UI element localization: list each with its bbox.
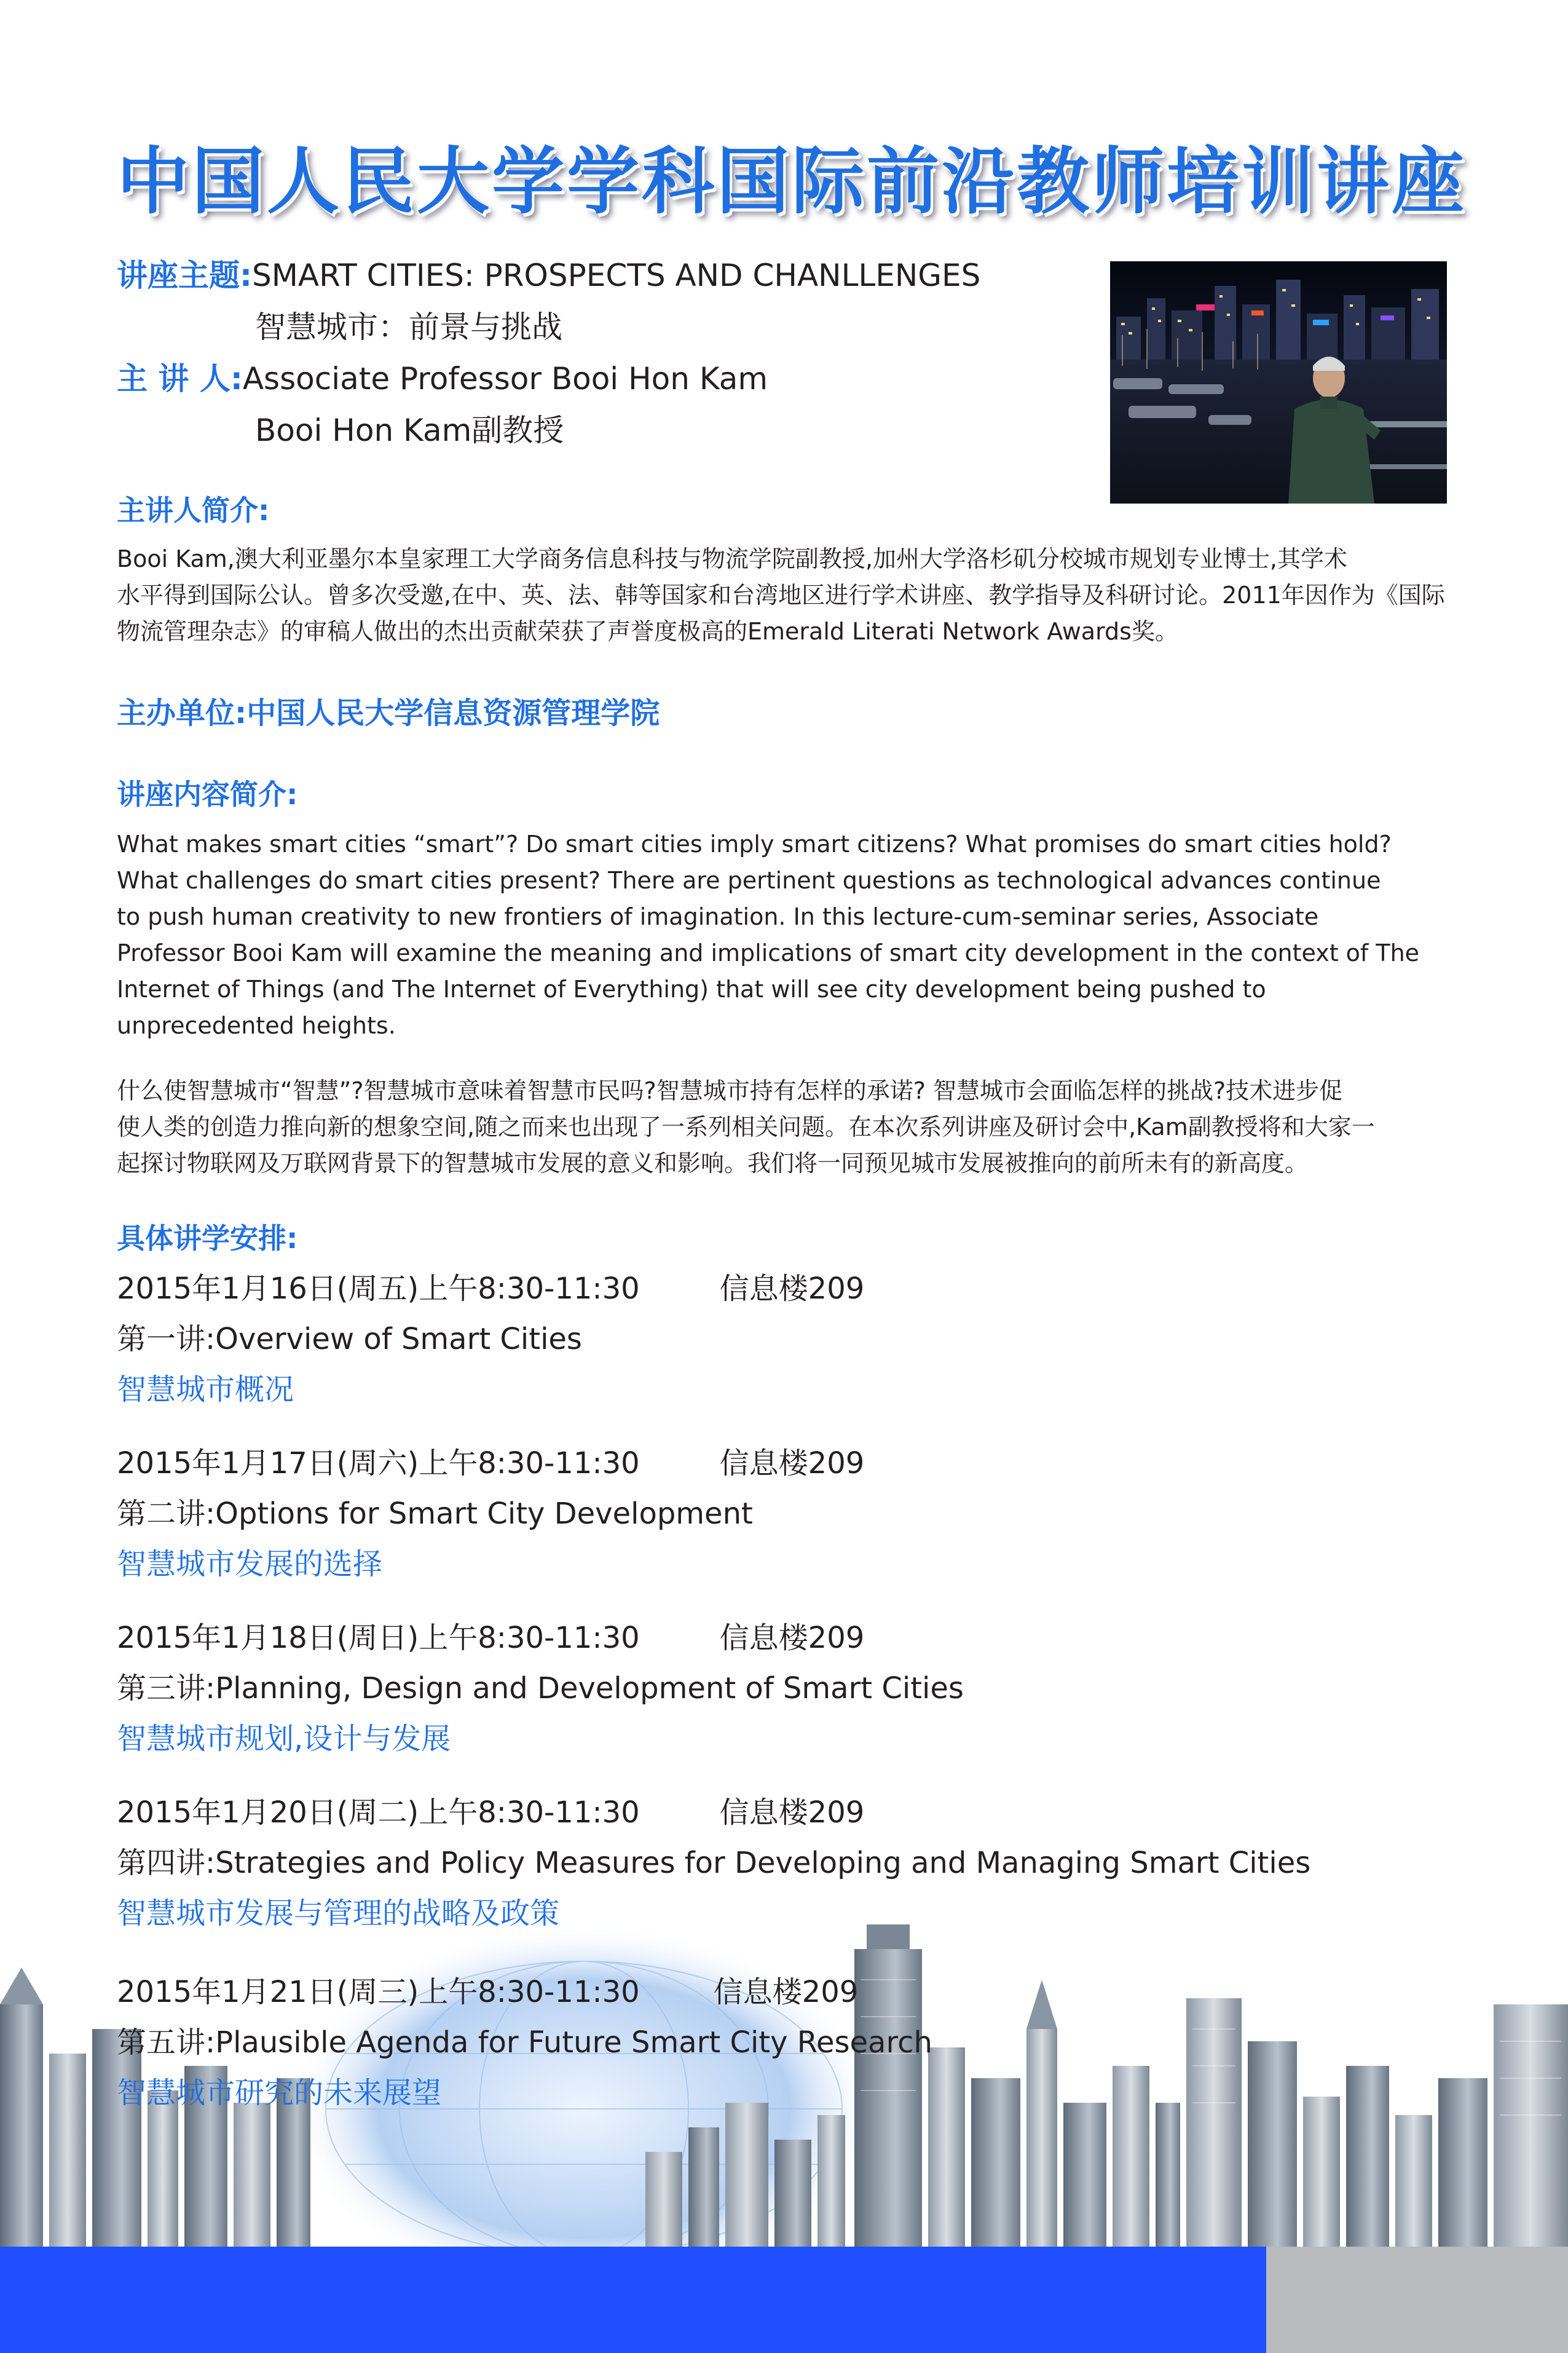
host-value: 中国人民大学信息资源管理学院: [246, 696, 660, 730]
topic-label: 讲座主题:: [117, 258, 252, 293]
topic-en: SMART CITIES: PROSPECTS AND CHANLLENGES: [252, 258, 981, 293]
schedule-item-5: [117, 1974, 932, 2111]
content-en-line: Internet of Things (and The Internet of Everything) that will see city development being pushed to: [117, 976, 1266, 1003]
bio-heading: 主讲人简介:: [117, 494, 270, 527]
content-heading: 讲座内容简介:: [117, 778, 298, 811]
content-en-line: What makes smart cities “smart”? Do smart cities imply smart citizens? What promises do smart cities hold?: [117, 831, 1392, 858]
content-en: [117, 826, 1448, 1044]
topic-row: [117, 257, 980, 294]
schedule-date-row: [117, 1794, 1310, 1831]
schedule-date-row: [117, 1619, 964, 1656]
schedule-item-3: [117, 1619, 964, 1757]
speaker-zh: Booi Hon Kam副教授: [255, 413, 564, 448]
schedule-room: 信息楼209: [719, 1446, 865, 1481]
speaker-en: Associate Professor Booi Hon Kam: [242, 361, 768, 397]
bio-line: Booi Kam,澳大利亚墨尔本皇家理工大学商务信息科技与物流学院副教授,加州大学洛杉矶分校城市规划专业博士,其学术: [117, 545, 1348, 572]
speaker-photo-image: [1110, 261, 1447, 504]
bio-text: [117, 541, 1448, 650]
schedule-lecture-zh: 智慧城市发展的选择: [117, 1547, 383, 1581]
content-zh-line: 起探讨物联网及万联网背景下的智慧城市发展的意义和影响。我们将一同预见城市发展被推向的前所未有的新高度。: [117, 1150, 1309, 1177]
schedule-date: 2015年1月21日(周三)上午8:30-11:30: [117, 1975, 640, 2009]
bio-line: 物流管理杂志》的审稿人做出的杰出贡献荣获了声誉度极高的Emerald Literati Network Awards奖。: [117, 618, 1178, 645]
host-row: [117, 696, 660, 730]
content-zh-line: 什么使智慧城市“智慧”?智慧城市意味着智慧市民吗?智慧城市持有怎样的承诺? 智慧城市会面临怎样的挑战?技术进步促: [117, 1077, 1343, 1104]
schedule-lecture: 第二讲:Options for Smart City Development: [117, 1497, 753, 1531]
content-en-line: Professor Booi Kam will examine the meaning and implications of smart city development in the context of The: [117, 939, 1420, 967]
topic-zh: 智慧城市：前景与挑战: [255, 309, 562, 345]
footer-blue-bar: [0, 2247, 1266, 2353]
speaker-label: 主 讲 人:: [117, 361, 243, 397]
schedule-lecture-zh: 智慧城市研究的未来展望: [117, 2076, 442, 2110]
schedule-lecture-zh: 智慧城市发展与管理的战略及政策: [117, 1896, 560, 1931]
schedule-lecture: 第四讲:Strategies and Policy Measures for Developing and Managing Smart Cities: [117, 1846, 1311, 1880]
content-en-line: to push human creativity to new frontiers of imagination. In this lecture-cum-seminar series, Associate: [117, 903, 1319, 930]
schedule-lecture-zh: 智慧城市概况: [117, 1372, 294, 1407]
schedule-lecture-zh: 智慧城市规划,设计与发展: [117, 1722, 451, 1756]
content-en-line: What challenges do smart cities present? There are pertinent questions as technological advances continue: [117, 867, 1381, 894]
schedule-room: 信息楼209: [719, 1795, 865, 1830]
schedule-date: 2015年1月18日(周日)上午8:30-11:30: [117, 1621, 640, 1655]
schedule-lecture: 第三讲:Planning, Design and Development of Smart Cities: [117, 1671, 964, 1706]
schedule-lecture: 第五讲:Plausible Agenda for Future Smart City Research: [117, 2025, 932, 2060]
schedule-room: 信息楼209: [719, 1621, 865, 1655]
schedule-heading: 具体讲学安排:: [117, 1222, 298, 1255]
schedule-date-row: [117, 1270, 864, 1307]
content-zh: [117, 1073, 1448, 1182]
schedule-date: 2015年1月20日(周二)上午8:30-11:30: [117, 1795, 640, 1830]
content-en-line: unprecedented heights.: [117, 1012, 396, 1039]
footer-grey-bar: [1266, 2247, 1568, 2353]
schedule-item-1: [117, 1270, 864, 1408]
speaker-photo: [1110, 261, 1447, 504]
schedule-date: 2015年1月17日(周六)上午8:30-11:30: [117, 1446, 640, 1481]
schedule-date-row: [117, 1445, 864, 1482]
content-zh-line: 使人类的创造力推向新的想象空间,随之而来也出现了一系列相关问题。在本次系列讲座及研讨会中,Kam副教授将和大家一: [117, 1113, 1375, 1141]
schedule-lecture: 第一讲:Overview of Smart Cities: [117, 1322, 582, 1356]
schedule-room: 信息楼209: [713, 1975, 859, 2009]
poster-title: 中国人民大学学科国际前沿教师培训讲座: [117, 139, 1467, 224]
schedule-date: 2015年1月16日(周五)上午8:30-11:30: [117, 1271, 640, 1306]
host-label: 主办单位:: [117, 696, 247, 730]
bio-line: 水平得到国际公认。曾多次受邀,在中、英、法、韩等国家和台湾地区进行学术讲座、教学指导及科研讨论。2011年因作为《国际: [117, 582, 1445, 609]
schedule-item-2: [117, 1445, 864, 1583]
schedule-room: 信息楼209: [719, 1271, 865, 1306]
speaker-row: [117, 360, 768, 397]
schedule-date-row: [117, 1974, 932, 2011]
